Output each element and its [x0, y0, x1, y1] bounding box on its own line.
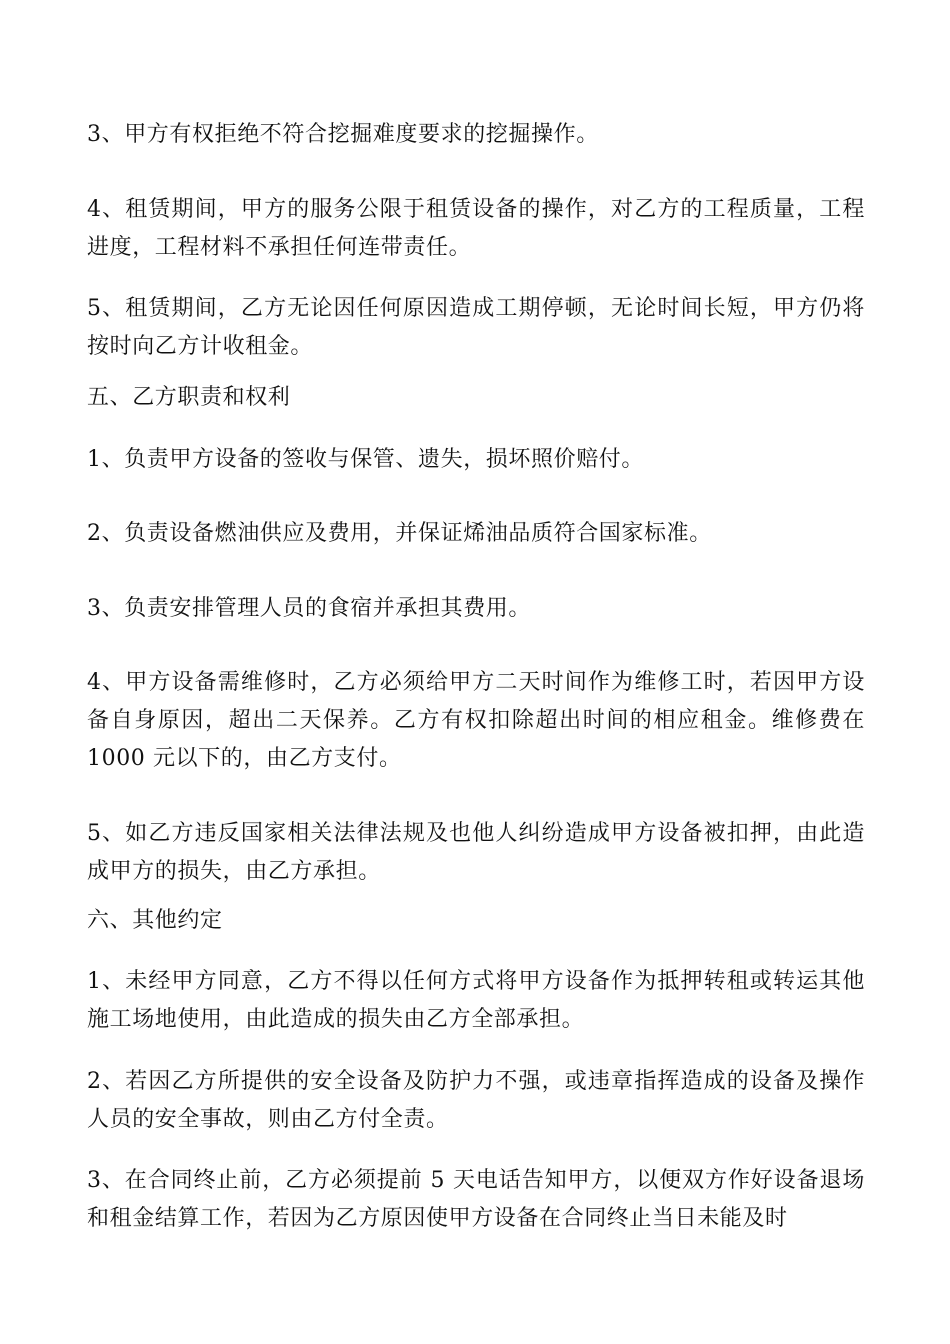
- clause-c3: 3、在合同终止前，乙方必须提前 5 天电话告知甲方，以便双方作好设备退场和租金结算工作，若因为乙方原因使甲方设备在合同终止当日未能及时: [87, 1168, 865, 1231]
- clause-b4: 4、甲方设备需维修时，乙方必须给甲方二天时间作为维修工时，若因甲方设备自身原因，超出二天保养。乙方有权扣除超出时间的相应租金。维修费在 1000 元以下的，由乙方支付。: [87, 670, 865, 771]
- clause-a3: 3、甲方有权拒绝不符合挖掘难度要求的挖掘操作。: [87, 122, 599, 147]
- clause-a4: 4、租赁期间，甲方的服务公限于租赁设备的操作，对乙方的工程质量，工程进度，工程材料不承担任何连带责任。: [87, 197, 865, 260]
- clause-c1: 1、未经甲方同意，乙方不得以任何方式将甲方设备作为抵押转租或转运其他施工场地使用，由此造成的损失由乙方全部承担。: [87, 969, 865, 1032]
- section-heading-5: 五、乙方职责和权利: [87, 385, 291, 410]
- clause-a5: 5、租赁期间，乙方无论因任何原因造成工期停顿，无论时间长短，甲方仍将按时向乙方计收租金。: [87, 296, 865, 359]
- clause-c2: 2、若因乙方所提供的安全设备及防护力不强，或违章指挥造成的设备及操作人员的安全事故，则由乙方付全责。: [87, 1069, 865, 1132]
- clause-b3: 3、负责安排管理人员的食宿并承担其费用。: [87, 596, 531, 621]
- clause-b2: 2、负责设备燃油供应及费用，并保证烯油品质符合国家标准。: [87, 521, 712, 546]
- clause-b5: 5、如乙方违反国家相关法律法规及也他人纠纷造成甲方设备被扣押，由此造成甲方的损失，由乙方承担。: [87, 821, 865, 884]
- clause-b1: 1、负责甲方设备的签收与保管、遗失，损坏照价赔付。: [87, 447, 644, 472]
- section-heading-6: 六、其他约定: [87, 908, 223, 933]
